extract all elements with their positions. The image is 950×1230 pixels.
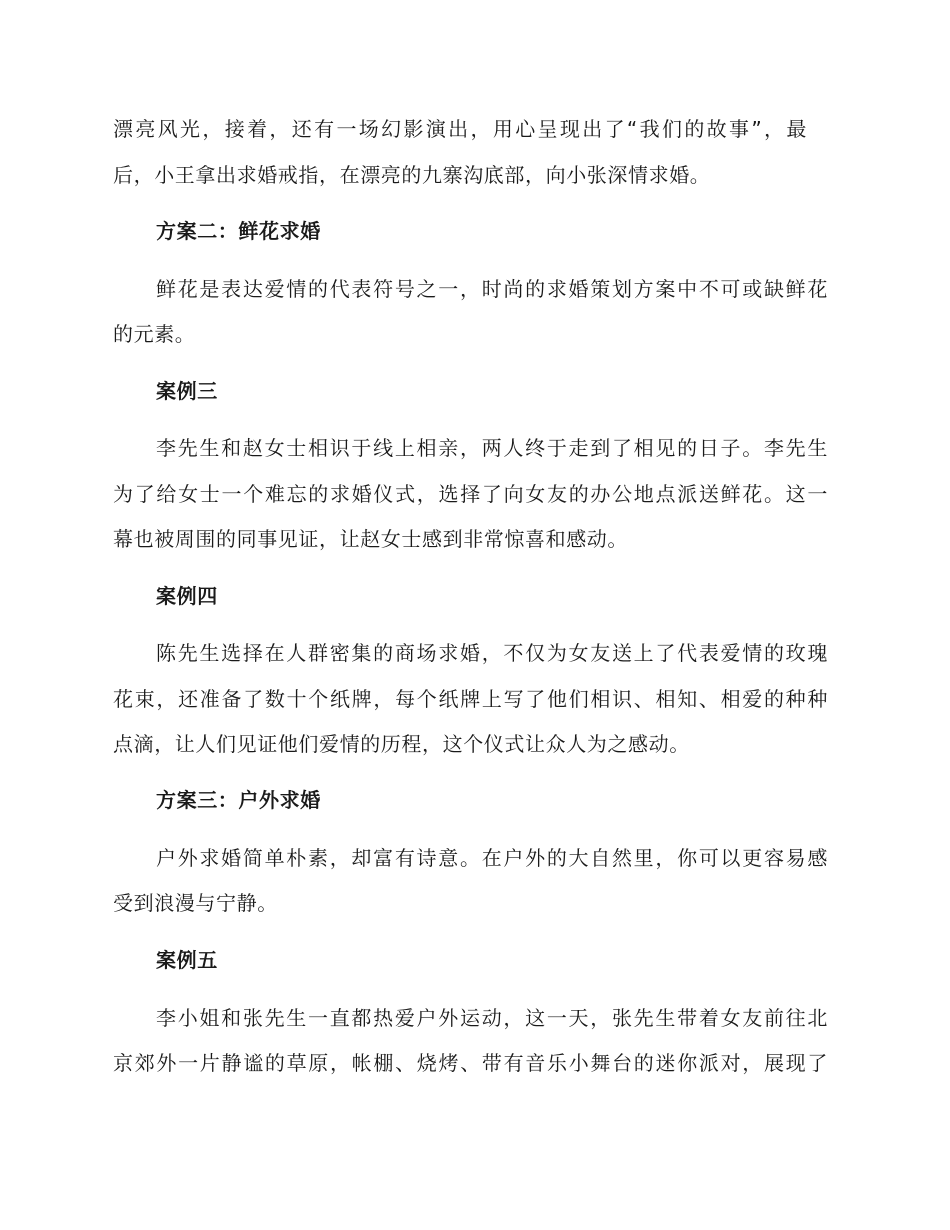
paragraph-line: 鲜花是表达爱情的代表符号之一，时尚的求婚策划方案中不可或缺鲜花 (156, 277, 828, 301)
paragraph-line: 陈先生选择在人群密集的商场求婚，不仅为女友送上了代表爱情的玫瑰 (156, 641, 828, 665)
paragraph-line: 为了给女士一个难忘的求婚仪式，选择了向女友的办公地点派送鲜花。这一 (113, 482, 828, 506)
paragraph-line: 漂亮风光，接着，还有一场幻影演出，用心呈现出了“我们的故事”，最 (113, 117, 807, 141)
paragraph-line: 京郊外一片静谧的草原，帐棚、烧烤、带有音乐小舞台的迷你派对，展现了 (113, 1051, 828, 1075)
paragraph-line: 户外求婚简单朴素，却富有诗意。在户外的大自然里，你可以更容易感 (156, 846, 828, 870)
paragraph-line: 李小姐和张先生一直都热爱户外运动，这一天，张先生带着女友前往北 (156, 1006, 828, 1030)
paragraph-line: 受到浪漫与宁静。 (113, 891, 278, 915)
case-heading: 案例五 (156, 948, 218, 972)
paragraph-line: 点滴，让人们见证他们爱情的历程，这个仪式让众人为之感动。 (113, 732, 690, 756)
case-heading: 案例三 (156, 379, 218, 403)
section-heading: 方案二：鲜花求婚 (156, 219, 321, 243)
paragraph-line: 幕也被周围的同事见证，让赵女士感到非常惊喜和感动。 (113, 527, 628, 551)
paragraph-line: 李先生和赵女士相识于线上相亲，两人终于走到了相见的日子。李先生 (156, 436, 828, 460)
paragraph-line: 后，小王拿出求婚戒指，在漂亮的九寨沟底部，向小张深情求婚。 (113, 163, 711, 187)
case-heading: 案例四 (156, 584, 218, 608)
section-heading: 方案三：户外求婚 (156, 788, 321, 812)
paragraph-line: 花束，还准备了数十个纸牌，每个纸牌上写了他们相识、相知、相爱的种种 (113, 687, 828, 711)
paragraph-line: 的元素。 (113, 322, 196, 346)
